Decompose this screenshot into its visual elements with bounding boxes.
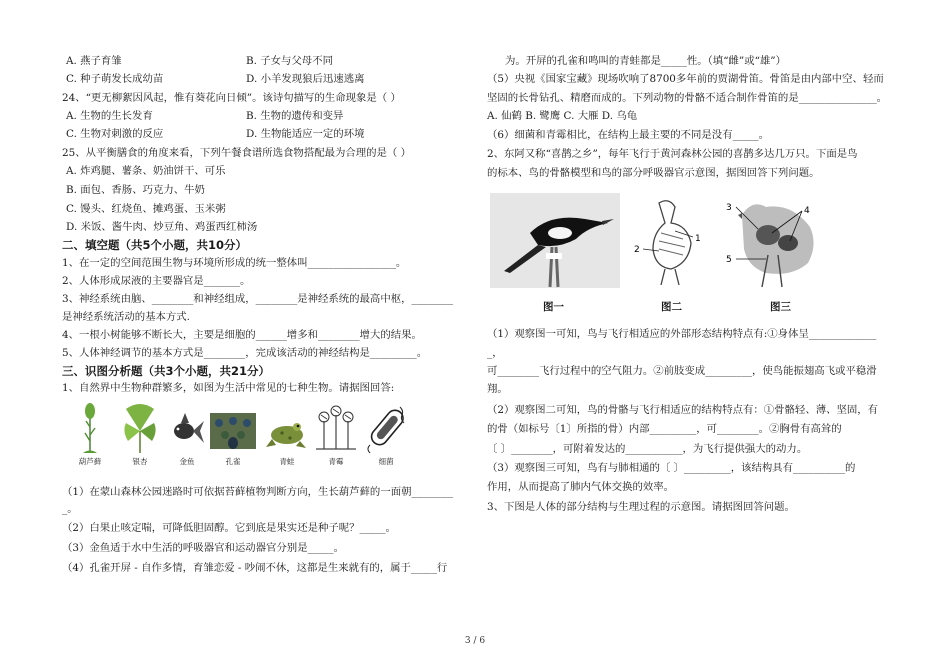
organism-moss	[70, 401, 110, 466]
analysis-q2-part1: （1）观察图一可知，鸟与飞行相适应的外部形态结构特点有:①身体呈_____________	[487, 328, 877, 340]
fill-question-3: 3、神经系统由脑、________和神经组成，________是神经系统的最高中枢，________	[62, 293, 454, 305]
figure-caption-1: 图一	[543, 301, 564, 313]
figure-number-2: 2	[634, 245, 640, 255]
analysis-q2-part3: （3）观察图三可知，鸟有与肺相通的〔 〕_________，该结构具有__________的	[487, 462, 856, 474]
fill-question-3-cont: 是神经系统活动的基本方式.	[62, 311, 190, 323]
section-2-title: 二、填空题（共5个小题，共10分）	[62, 238, 248, 252]
figure-caption-2: 图二	[661, 301, 682, 313]
figure-bird-respiratory	[722, 193, 830, 288]
analysis-q2-part2: （2）观察图二可知，鸟的骨骼与飞行相适应的结构特点有：①骨骼轻、薄、坚固，有	[487, 404, 879, 416]
option-b: B. 面包、香肠、巧克力、牛奶	[66, 184, 205, 196]
fill-question-2: 2、人体形成尿液的主要器官是_______。	[62, 275, 251, 287]
figure-bird-skeleton	[631, 193, 711, 288]
fill-question-5: 5、人体神经调节的基本方式是________，完成该活动的神经结构是_________。	[62, 347, 428, 359]
question-25: 25、从平衡膳食的角度来看，下列午餐食谱所选食物搭配最为合理的是（ ）	[62, 147, 412, 159]
organism-penicillium	[312, 401, 360, 466]
goldfish-icon	[169, 401, 205, 455]
organism-peacock	[208, 401, 258, 466]
analysis-q1-part1: （1）在蒙山森林公园迷路时可依据苔藓植物判断方向，生长葫芦藓的一面朝________	[62, 486, 454, 498]
penicillium-icon	[312, 401, 360, 455]
option-b: B. 生物的遗传和变异	[246, 110, 344, 122]
organism-label: 金鱼	[179, 457, 195, 466]
answer-line: 为。开屏的孔雀和鸣叫的青蛙都是_____性。（填“雌”或“雄”）	[505, 55, 787, 67]
analysis-q2-part1-cont: _，	[487, 347, 503, 359]
organism-label: 银杏	[132, 457, 148, 466]
question-24: 24、“更无柳絮因风起，惟有葵花向日倾”。该诗句描写的生命现象是（ ）	[62, 92, 401, 104]
analysis-q2-part1-cont2: 可________飞行过程中的空气阻力。②前肢变成_________，使鸟能振翅高飞或平稳滑	[487, 365, 877, 377]
organism-bacterium	[362, 401, 410, 466]
option-b: B. 子女与父母不同	[246, 55, 333, 67]
page-number: 3 / 6	[464, 636, 486, 646]
fill-question-4: 4、一根小树能够不断长大，主要是细胞的______增多和________增大的结果。	[62, 329, 422, 341]
section-3-title: 三、识图分析题（共3个小题，共21分）	[62, 364, 271, 378]
figure-number-4: 4	[804, 206, 810, 216]
moss-icon	[77, 401, 103, 455]
analysis-q2-part1-cont3: 翔。	[487, 383, 508, 395]
fill-question-1: 1、在一定的空间范围生物与环境所形成的统一整体叫_________________。	[62, 257, 407, 269]
magpie-icon	[490, 193, 620, 288]
analysis-question-1: 1、自然界中生物种群繁多，如图为生活中常见的七种生物。请据图回答:	[62, 382, 395, 394]
option-d: D. 生物能适应一定的环境	[246, 128, 365, 140]
figure-number-1: 1	[695, 234, 701, 244]
analysis-q1-part1-cont: _。	[62, 503, 78, 515]
figure-magpie	[490, 193, 620, 288]
frog-icon	[264, 401, 310, 455]
option-a: A. 生物的生长发育	[66, 110, 153, 122]
analysis-question-2: 2、东阿又称“喜鹊之乡”，每年飞行于黄河森林公园的喜鹊多达几万只。下面是鸟	[487, 148, 858, 160]
option-c: C. 馒头、红烧鱼、摊鸡蛋、玉米粥	[66, 203, 226, 215]
choice-options: A. 仙鹤 B. 鹭鹰 C. 大雁 D. 乌龟	[487, 110, 638, 122]
analysis-q2-part3-cont: 作用，从而提高了肺内气体交换的效率。	[487, 481, 675, 493]
organism-ginkgo	[118, 401, 162, 466]
option-d: D. 小羊发现狼后迅速逃离	[246, 73, 365, 85]
option-a: A. 炸鸡腿、薯条、奶油饼干、可乐	[66, 165, 226, 177]
figure-caption-3: 图三	[770, 301, 791, 313]
analysis-q1-part4: （4）孔雀开屏 - 自作多情，育雏恋爱 - 吵闹不休，这都是生来就有的，属于_____行	[62, 562, 448, 574]
analysis-question-3: 3、下图是人体的部分结构与生理过程的示意图。请据图回答问题。	[487, 501, 795, 513]
organism-label: 细菌	[378, 457, 394, 466]
analysis-q1-part5-cont: 坚固的长骨钻孔、精磨而成的。下列动物的骨骼不适合制作骨笛的是_______________。	[487, 92, 888, 104]
bird-skeleton-icon	[631, 193, 711, 288]
option-a: A. 燕子育雏	[66, 55, 122, 67]
organism-goldfish	[166, 401, 208, 466]
organism-label: 孔雀	[225, 457, 241, 466]
analysis-q1-part5: （5）央视《国家宝藏》现场吹响了8700多年前的贾湖骨笛。骨笛是由内部中空、轻而	[487, 73, 884, 85]
analysis-q2-part2-cont: 的骨（如标号〔1〕所指的骨）内部_________，可________。②胸骨有高耸的	[487, 423, 842, 435]
organism-frog	[264, 401, 310, 466]
figure-number-5: 5	[726, 255, 732, 265]
option-c: C. 生物对刺激的反应	[66, 128, 164, 140]
analysis-q1-part2: （2）白果止咳定喘，可降低胆固醇。它到底是果实还是种子呢？_____。	[62, 522, 396, 534]
analysis-q1-part3: （3）金鱼适于水中生活的呼吸器官和运动器官分别是_____。	[62, 542, 344, 554]
analysis-q2-part2-cont2: 〔 〕________，可附着发达的___________，为飞行提供强大的动力。	[487, 443, 808, 455]
figure-number-3: 3	[726, 203, 732, 213]
peacock-icon	[209, 401, 257, 455]
option-d: D. 米饭、酱牛肉、炒豆角、鸡蛋西红柿汤	[66, 221, 258, 233]
analysis-q1-part6: （6）细菌和青霉相比，在结构上最主要的不同是没有_____。	[487, 129, 769, 141]
organism-label: 葫芦藓	[78, 457, 102, 466]
bacterium-icon	[364, 401, 408, 455]
organism-label: 青霉	[328, 457, 344, 466]
organism-label: 青蛙	[279, 457, 295, 466]
option-c: C. 种子萌发长成幼苗	[66, 73, 164, 85]
ginkgo-icon	[120, 401, 160, 455]
bird-respiratory-icon	[722, 193, 830, 288]
analysis-question-2-cont: 的标本、鸟的骨骼模型和鸟的部分呼吸器官示意图，据图回答下列问题。	[487, 167, 820, 179]
